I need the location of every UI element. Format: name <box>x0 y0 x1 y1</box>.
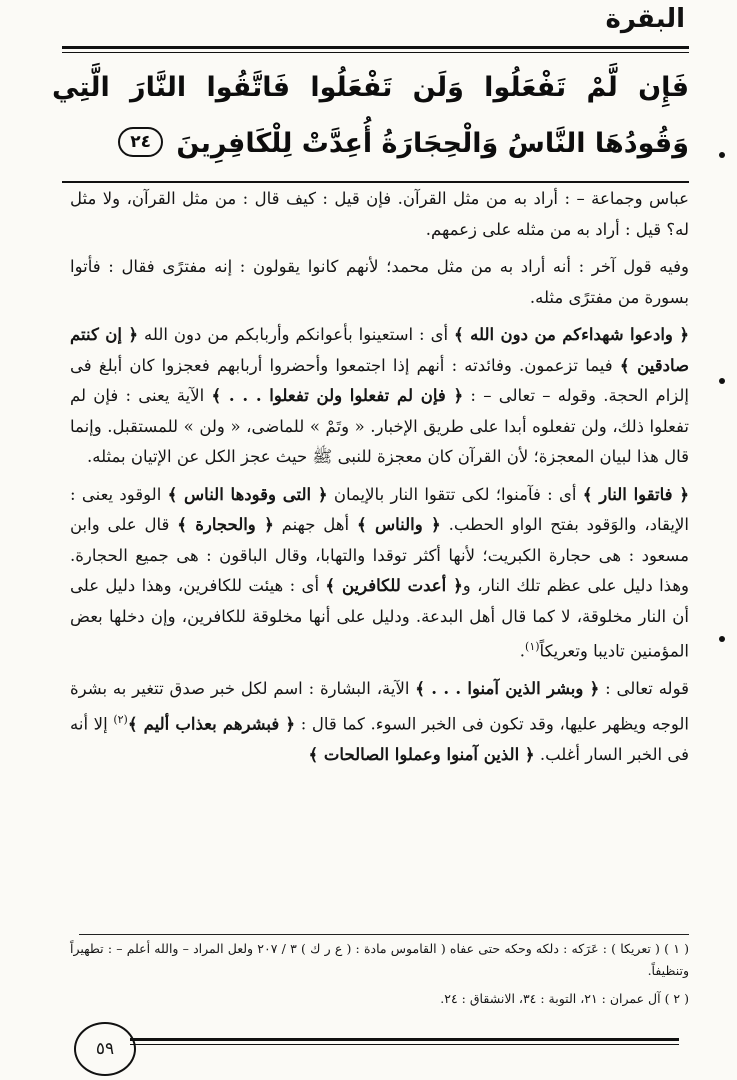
commentary-text: أى : فآمنوا؛ لكى تتقوا النار بالإيمان <box>327 484 583 504</box>
footnote-2: ( ٢ ) آل عمران : ٢١، التوبة : ٣٤، الانشقاق : ٢٤. <box>440 991 689 1006</box>
commentary-text: فيما تزعمون. وفائدته : أنهم إذا اجتمعوا وأحضروا أربابهم فعجزوا كان أبلغ فى إلزام الحجة. وقوله – تعالى – : <box>70 355 690 405</box>
quran-quote: ﴿ إن كنتم صادقين ﴾ <box>70 325 689 375</box>
commentary-text: وفيه قول آخر : أنه أراد به من مثل محمد؛ لأنهم كانوا يقولون : إنه مفترًى فقال : فأتوا بسورة من مفترًى مثله. <box>70 257 689 307</box>
verse-rule <box>62 181 689 183</box>
commentary-paragraph <box>70 252 689 313</box>
commentary-text: الوقود يعنى : الإيقاد، والوَقود بفتح الواو الحطب. <box>70 484 689 534</box>
commentary-text: أى : استعينوا بأعوانكم وأربابكم من دون الله <box>138 325 455 344</box>
quran-quote: ﴿ والناس ﴾ <box>356 515 441 534</box>
quran-quote: ﴿ فاتقوا النار ﴾ <box>582 484 689 504</box>
commentary-paragraph <box>70 320 689 473</box>
commentary-body <box>70 184 689 777</box>
ayah-number: ٢٤ <box>130 131 152 152</box>
footnote-rule <box>79 934 689 935</box>
page-number-badge <box>74 1022 136 1076</box>
commentary-text: . <box>519 641 526 661</box>
header-rule-thin <box>62 52 689 53</box>
quran-quote: ﴿ وادعوا شهداءكم من دون الله ﴾ <box>454 325 690 344</box>
commentary-paragraph <box>70 674 689 770</box>
commentary-text: الآية يعنى : فإن لم تفعلوا ذلك، ولن تفعلوه أبدا على طريق الإخبار. « وتَمْ » للماضى، « ولن » للمستقبل. وإنما قال هذا لبيان المعجزة؛ لأن القرآن كان معجزة للنبى ﷺ حيث عجز الكل عن الإتيان بمثله. <box>70 386 689 466</box>
commentary-paragraph <box>70 184 689 245</box>
commentary-text: قوله تعالى : <box>599 679 689 698</box>
page-number: ٥٩ <box>95 1039 115 1059</box>
commentary-text: الآية، البشارة : اسم لكل خبر صدق تتغير به بشرة الوجه ويظهر عليها، وقد تكون فى الخبر السوء. كما قال : <box>70 679 689 733</box>
quran-quote: ﴿ أعدت للكافرين ﴾ <box>325 576 463 595</box>
commentary-text: قال على وابن مسعود : هى حجارة الكبريت؛ لأنها أكثر توقدا والتهابا، وقال الباقون : هى جميع الحجارة. وهذا دليل على عظم تلك النار، و <box>70 515 689 595</box>
quran-quote: ﴿ التى وقودها الناس ﴾ <box>167 484 328 504</box>
margin-bullet <box>719 378 725 384</box>
footer-rule-thin <box>130 1044 679 1045</box>
quran-quote: ﴿ الذين آمنوا وعملوا الصالحات ﴾ <box>308 744 535 764</box>
quran-quote: ﴿ فبشرهم بعذاب أليم ﴾ <box>127 714 296 733</box>
commentary-text: أهل جهنم <box>273 515 357 534</box>
commentary-text: أى : هيئت للكافرين، وهذا دليل على أن النار مخلوقة، لا كما قال أهل البدعة. ودليل على أنها مخلوقة للكافرين، وإن دخلها بعض المؤمنين تاديبا وتعريكاً <box>70 576 689 661</box>
surah-title: البقرة <box>605 4 685 34</box>
commentary-text: عباس وجماعة – : أراد به من مثل القرآن. فإن قيل : كيف قال : من مثل القرآن، ولا مثل له؟ قيل : أراد به من مثله على زعمهم. <box>70 189 689 239</box>
margin-bullet <box>719 152 725 158</box>
quran-verse <box>52 60 689 172</box>
commentary-text: إلا أنه فى الخبر السار أغلب. <box>70 714 689 764</box>
footer-rule-thick <box>130 1038 679 1041</box>
verse-text: فَإِن لَّمْ تَفْعَلُوا وَلَن تَفْعَلُوا فَاتَّقُوا النَّارَ الَّتِي وَقُودُهَا النَّاسُ وَالْحِجَارَةُ أُعِدَّتْ لِلْكَافِرِينَ <box>52 72 689 159</box>
ayah-number-marker <box>118 127 163 157</box>
footnote-1: ( ١ ) ( تعريكا ) : عَرَكه : دلكه وحكه حتى عفاه ( القاموس مادة : ( ع ر ك ) ٣ / ٢٠٧ ولعل المراد – والله أعلم – : تطهيراً وتنظيفاً. <box>70 941 689 978</box>
header-rule-thick <box>62 46 689 49</box>
footnote-ref: (٢) <box>113 712 128 726</box>
footnotes <box>70 938 689 1016</box>
commentary-paragraph <box>70 480 689 668</box>
footnote-ref: (١) <box>525 640 540 653</box>
quran-quote: ﴿ فإن لم تفعلوا ولن تفعلوا . . . ﴾ <box>211 386 464 405</box>
quran-quote: ﴿ والحجارة ﴾ <box>177 515 274 534</box>
quran-quote: ﴿ وبشر الذين آمنوا . . . ﴾ <box>415 679 600 698</box>
margin-bullet <box>719 636 725 642</box>
